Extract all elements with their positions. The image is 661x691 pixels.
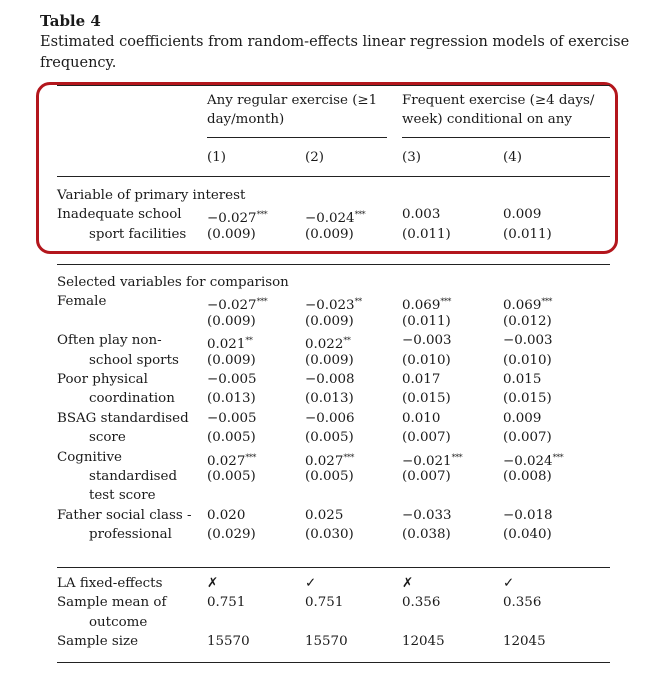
footer-label: Sample mean of (57, 595, 167, 611)
coefficient-cell: −0.006 (305, 410, 355, 426)
standard-error-cell: (0.005) (207, 430, 256, 446)
standard-error-cell: (0.013) (305, 391, 354, 407)
coefficient-cell: 0.069*** (402, 297, 451, 314)
coefficient-cell: −0.024*** (305, 210, 366, 227)
footer-value: 0.356 (503, 595, 542, 611)
row-label: score (89, 430, 126, 446)
coefficient-cell: −0.021*** (402, 452, 463, 469)
row-label: professional (89, 527, 172, 543)
standard-error-cell: (0.009) (305, 226, 354, 242)
column-header-1: (1) (207, 150, 226, 165)
coefficient-cell: 0.017 (402, 372, 441, 387)
header-bottom-rule (57, 176, 610, 177)
significance-stars: *** (552, 452, 564, 462)
top-rule (57, 85, 610, 86)
significance-stars: *** (256, 210, 268, 220)
footer-value: ✓ (503, 576, 515, 591)
standard-error-cell: (0.011) (402, 226, 451, 242)
coefficient-cell: 0.022** (305, 336, 351, 353)
footer-label: outcome (89, 614, 148, 630)
coefficient-cell: 0.025 (305, 507, 344, 523)
column-header-4: (4) (503, 150, 522, 165)
row-label: BSAG standardised (57, 410, 189, 426)
standard-error-cell: (0.005) (305, 430, 354, 446)
coefficient-cell: 0.020 (207, 507, 246, 523)
row-label: Inadequate school (57, 207, 182, 223)
standard-error-cell: (0.007) (402, 430, 451, 446)
standard-error-cell: (0.009) (305, 352, 354, 368)
standard-error-cell: (0.010) (402, 352, 451, 368)
coefficient-cell: −0.033 (402, 507, 452, 523)
significance-stars: *** (256, 297, 268, 307)
footer-value: 0.356 (402, 595, 441, 611)
coefficient-cell: 0.010 (402, 410, 441, 426)
coefficient-cell: 0.009 (503, 207, 542, 223)
row-label: Female (57, 294, 107, 310)
table-title: Estimated coefficients from random-effects linear regression models of exercise frequency. (40, 34, 630, 71)
row-label: test score (89, 488, 156, 504)
standard-error-cell: (0.010) (503, 352, 552, 368)
primary-bottom-rule (57, 264, 610, 265)
coefficient-cell: 0.015 (503, 372, 542, 387)
standard-error-cell: (0.015) (503, 391, 552, 407)
coefficient-cell: 0.009 (503, 410, 542, 426)
footer-value: ✗ (402, 576, 414, 591)
column-header-3: (3) (402, 150, 421, 165)
standard-error-cell: (0.005) (207, 469, 256, 484)
row-label: Often play non- (57, 333, 162, 349)
standard-error-cell: (0.007) (503, 430, 552, 446)
bottom-rule (57, 662, 610, 663)
footer-label: LA fixed-effects (57, 576, 163, 591)
coefficient-cell: −0.005 (207, 410, 257, 426)
section-title: Variable of primary interest (57, 188, 246, 203)
footer-value: 12045 (503, 634, 546, 650)
coefficient-cell: −0.023** (305, 297, 362, 314)
standard-error-cell: (0.012) (503, 313, 552, 329)
column-header-2: (2) (305, 150, 324, 165)
standard-error-cell: (0.007) (402, 469, 451, 484)
coefficient-cell: −0.018 (503, 507, 553, 523)
section-title: Selected variables for comparison (57, 275, 289, 290)
standard-error-cell: (0.009) (207, 313, 256, 329)
header-group-rule-2 (402, 137, 610, 138)
coefficient-cell: −0.005 (207, 372, 257, 387)
header-group-2: Frequent exercise (≥4 days/ week) conditional on any (402, 93, 595, 128)
significance-stars: *** (440, 297, 451, 307)
coefficient-cell: −0.008 (305, 372, 355, 387)
standard-error-cell: (0.029) (207, 527, 256, 543)
footer-value: 15570 (207, 634, 250, 650)
footer-value: 0.751 (305, 595, 344, 611)
standard-error-cell: (0.009) (207, 226, 256, 242)
standard-error-cell: (0.011) (503, 226, 552, 242)
coefficient-cell: 0.069*** (503, 297, 552, 314)
coefficient-cell: 0.027*** (207, 452, 256, 469)
coefficient-cell: −0.024*** (503, 452, 564, 469)
footer-value: 15570 (305, 634, 348, 650)
row-label: standardised (89, 469, 178, 484)
footer-value: 12045 (402, 634, 445, 650)
footer-value: 0.751 (207, 595, 246, 611)
standard-error-cell: (0.030) (305, 527, 354, 543)
significance-stars: *** (354, 210, 366, 220)
significance-stars: *** (343, 452, 354, 462)
header-group-rule-1 (207, 137, 387, 138)
row-label: sport facilities (89, 226, 187, 242)
row-label: school sports (89, 352, 179, 368)
significance-stars: ** (354, 297, 362, 307)
standard-error-cell: (0.009) (305, 313, 354, 329)
coefficient-cell: 0.021** (207, 336, 253, 353)
standard-error-cell: (0.008) (503, 469, 552, 484)
row-label: Father social class - (57, 507, 192, 523)
table-number: Table 4 (40, 12, 101, 30)
standard-error-cell: (0.009) (207, 352, 256, 368)
coefficient-cell: −0.027*** (207, 297, 268, 314)
significance-stars: *** (245, 452, 256, 462)
row-label: coordination (89, 391, 175, 407)
row-label: Poor physical (57, 372, 148, 387)
coefficient-cell: 0.027*** (305, 452, 354, 469)
standard-error-cell: (0.015) (402, 391, 451, 407)
footer-value: ✗ (207, 576, 219, 591)
standard-error-cell: (0.011) (402, 313, 451, 329)
standard-error-cell: (0.038) (402, 527, 451, 543)
comparison-bottom-rule (57, 567, 610, 568)
significance-stars: ** (343, 336, 351, 346)
coefficient-cell: 0.003 (402, 207, 441, 223)
significance-stars: *** (541, 297, 552, 307)
header-group-1: Any regular exercise (≥1 day/month) (207, 93, 378, 128)
footer-value: ✓ (305, 576, 317, 591)
coefficient-cell: −0.003 (503, 333, 553, 349)
standard-error-cell: (0.040) (503, 527, 552, 543)
footer-label: Sample size (57, 634, 139, 650)
coefficient-cell: −0.027*** (207, 210, 268, 227)
row-label: Cognitive (57, 449, 122, 465)
coefficient-cell: −0.003 (402, 333, 452, 349)
table-caption (40, 10, 640, 74)
standard-error-cell: (0.013) (207, 391, 256, 407)
significance-stars: ** (245, 336, 253, 346)
standard-error-cell: (0.005) (305, 469, 354, 484)
significance-stars: *** (451, 452, 463, 462)
